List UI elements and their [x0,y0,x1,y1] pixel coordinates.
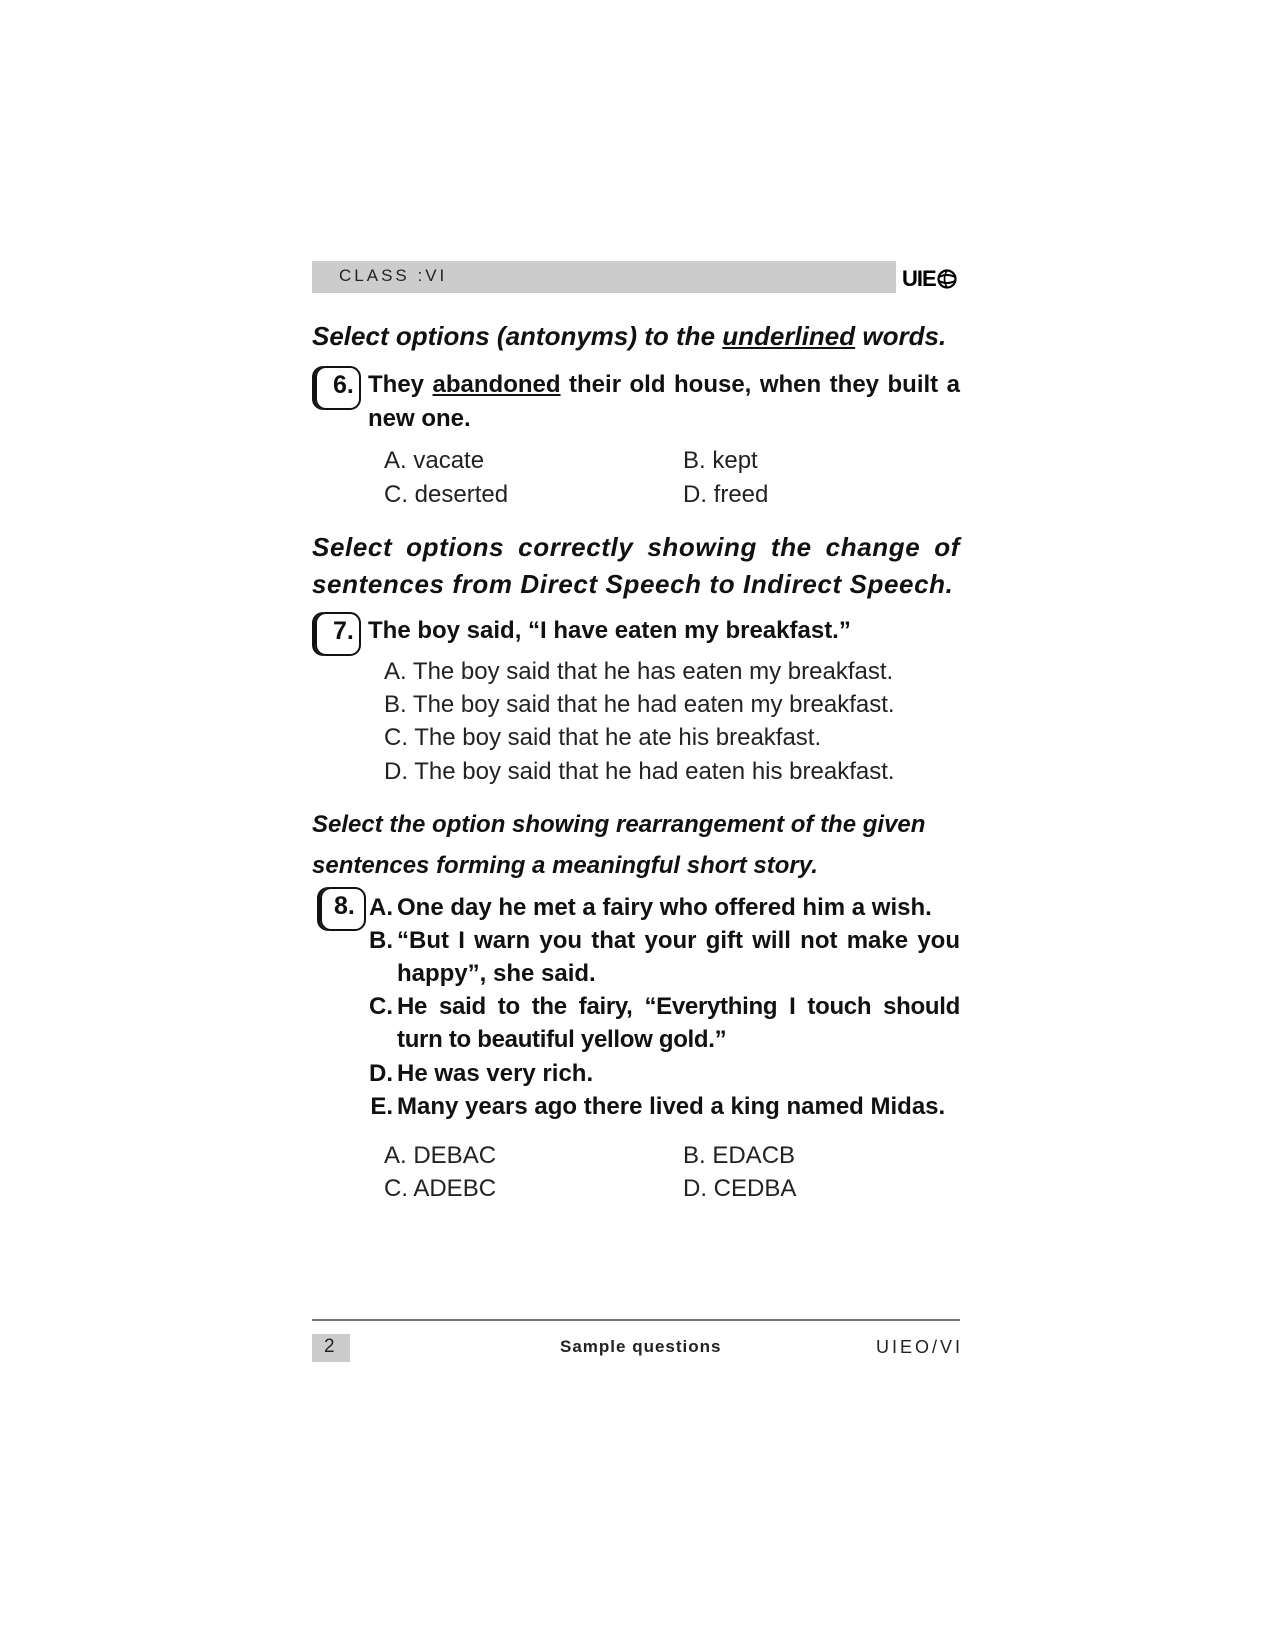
option-c[interactable]: C. ADEBC [384,1175,497,1202]
instruction-story-line2: sentences forming a meaningful short story. [312,852,818,879]
option-b[interactable]: B. kept [683,447,758,474]
option-a[interactable]: A. DEBAC [384,1142,497,1169]
story-text: “But I warn you that your gift will not make you happy”, she said. [397,927,960,987]
instruction-story-line1: Select the option showing rearrangement of the given [312,811,926,838]
story-sentence [360,990,960,1056]
page-number: 2 [324,1336,335,1357]
story-sentence [360,891,960,924]
story-text: He was very rich. [397,1060,594,1087]
story-text: One day he met a fairy who offered him a wish. [397,894,932,921]
instruction-speech: Select options correctly showing the change of sentences from Direct Speech to Indirect Speech. [312,532,960,599]
option-b[interactable]: B. EDACB [683,1142,796,1169]
story-sentence [360,1057,960,1090]
instruction-antonyms [312,318,960,355]
option-a[interactable]: A. The boy said that he has eaten my breakfast. [384,658,894,685]
question-number: 7. [333,617,354,645]
option-d[interactable]: D. CEDBA [683,1175,797,1202]
footer-title: Sample questions [560,1337,722,1356]
option-b[interactable]: B. The boy said that he had eaten my breakfast. [384,691,895,718]
question-underlined-word: abandoned [432,371,561,398]
story-sentence [360,924,960,990]
globe-icon [937,269,957,289]
class-label: CLASS :VI [339,266,448,285]
story-letter: E. [370,1093,393,1120]
question-number: 8. [334,892,355,920]
question-text: The boy said, “I have eaten my breakfast.” [368,617,851,644]
option-c[interactable]: C. The boy said that he ate his breakfast. [384,724,822,751]
question-number: 6. [333,371,354,399]
instruction-text: words. [855,321,947,351]
question-text [368,368,960,436]
uieo-logo [902,266,957,292]
question-text-part: They [368,371,433,398]
option-d[interactable]: D. The boy said that he had eaten his breakfast. [384,758,895,785]
story-letter: D. [369,1060,393,1087]
option-d[interactable]: D. freed [683,481,769,508]
logo-text: UIE [902,266,936,291]
footer-code: UIEO/VI [876,1337,964,1357]
story-text: He said to the fairy, “Everything I touch should turn to beautiful yellow gold.” [397,993,960,1053]
instruction-text: Select options (antonyms) to the [312,321,723,351]
story-letter: C. [369,993,393,1020]
story-text: Many years ago there lived a king named Midas. [397,1093,946,1120]
underlined-word: underlined [722,321,856,351]
story-sentence [360,1090,960,1123]
story-letter: B. [369,927,393,954]
option-c[interactable]: C. deserted [384,481,509,508]
question-text-part: their old house, when they built a new one. [368,371,960,432]
footer-divider [312,1319,960,1321]
option-a[interactable]: A. vacate [384,447,485,474]
story-letter: A. [369,894,393,921]
